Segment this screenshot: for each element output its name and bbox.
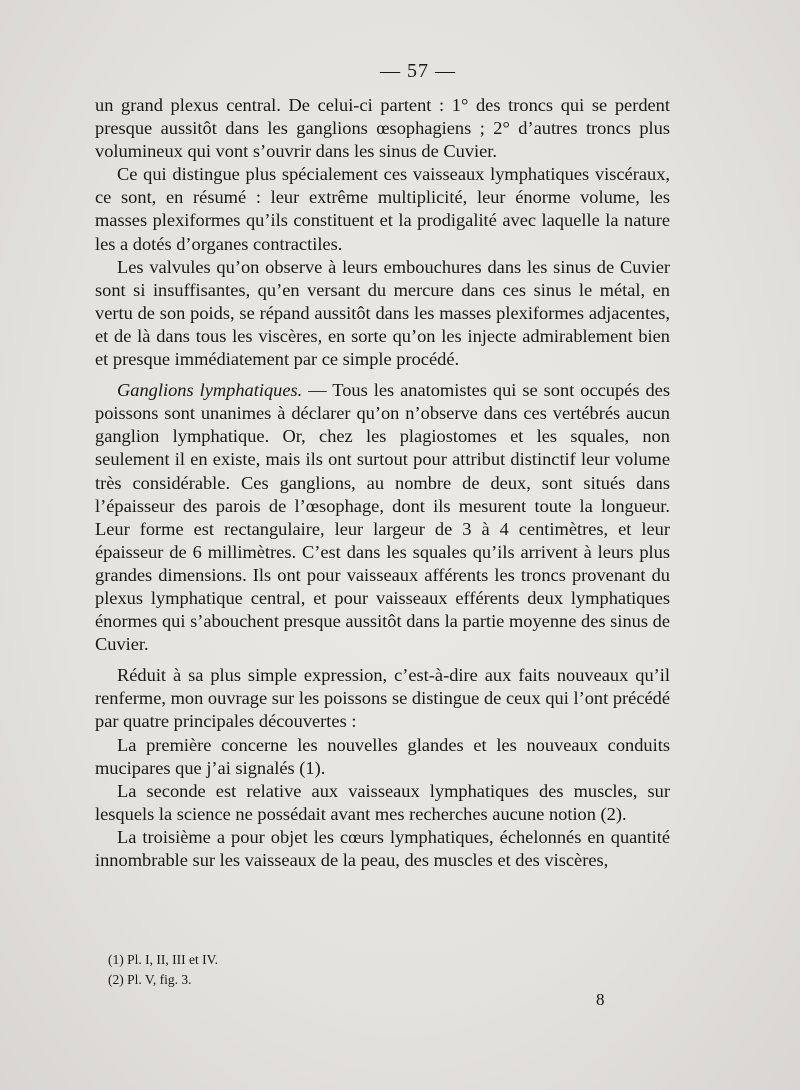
main-text — [95, 94, 670, 872]
paragraph: Ce qui distingue plus spécialement ces vaisseaux lymphatiques viscéraux, ce sont, en résumé : leur extrême multiplicité, leur énorme volume, les masses plexiformes qu’ils constituent et la prodigalité avec laquelle la nature les a dotés d’organes contractiles. — [95, 164, 670, 254]
paragraph: La seconde est relative aux vaisseaux lymphatiques des muscles, sur lesquels la science ne possédait avant mes recherches aucune notion (2). — [95, 780, 670, 824]
footnote: (1) Pl. I, II, III et IV. — [108, 952, 218, 967]
footnote: (2) Pl. V, fig. 3. — [108, 972, 192, 987]
paragraph: un grand plexus central. De celui-ci partent : 1° des troncs qui se perdent presque aussitôt dans les ganglions œsophagiens ; 2° d’autres troncs plus volumineux qui vont s’ouvrir dans les sinus de Cuvier. — [95, 95, 670, 162]
paragraph: La première concerne les nouvelles glandes et les nouveaux conduits mucipares que j’ai signalés (1). — [95, 734, 670, 778]
paragraph: La troisième a pour objet les cœurs lymphatiques, échelonnés en quantité innombrable sur les vaisseaux de la peau, des muscles et des viscères, — [95, 826, 670, 870]
paragraph-text: — Tous les anatomistes qui se sont occupés des poissons sont unanimes à déclarer qu’on n’observe dans ces vertébrés aucun ganglion lymphatique. Or, chez les plagiostomes et les squales, non seulement il en existe, mais ils ont surtout pour attribut distinctif leur volume très considérable. Ces ganglions, au nombre de deux, sont situés dans l’épaisseur des parois de l’œsophage, dont ils mesurent toute la longueur. Leur forme est rectangulaire, leur largeur de 3 à 4 centimètres, et leur épaisseur de 6 millimètres. C’est dans les squales qu’ils arrivent à leurs plus grandes dimensions. Ils ont pour vaisseaux afférents les troncs provenant du plexus lymphatique central, et pour vaisseaux efférents deux lymphatiques énormes qui s’abouchent presque aussitôt dans la partie moyenne des sinus de Cuvier. — [95, 380, 670, 655]
section-heading: Ganglions lymphatiques. — [117, 380, 303, 401]
page-number: — 57 — — [380, 60, 456, 82]
paragraph — [95, 379, 670, 656]
paragraph: Réduit à sa plus simple expression, c’est-à-dire aux faits nouveaux qu’il renferme, mon ouvrage sur les poissons se distingue de ceux qui l’ont précédé par quatre principales découvertes : — [95, 665, 670, 732]
signature-mark: 8 — [596, 990, 605, 1009]
paragraph: Les valvules qu’on observe à leurs embouchures dans les sinus de Cuvier sont si insuffisantes, qu’en versant du mercure dans ces sinus le métal, en vertu de son poids, se répand aussitôt dans les masses plexiformes adjacentes, et de là dans tous les viscères, en sorte qu’on les injecte admirablement bien et presque immédiatement par ce simple procédé. — [95, 256, 670, 370]
footnotes — [108, 950, 218, 990]
